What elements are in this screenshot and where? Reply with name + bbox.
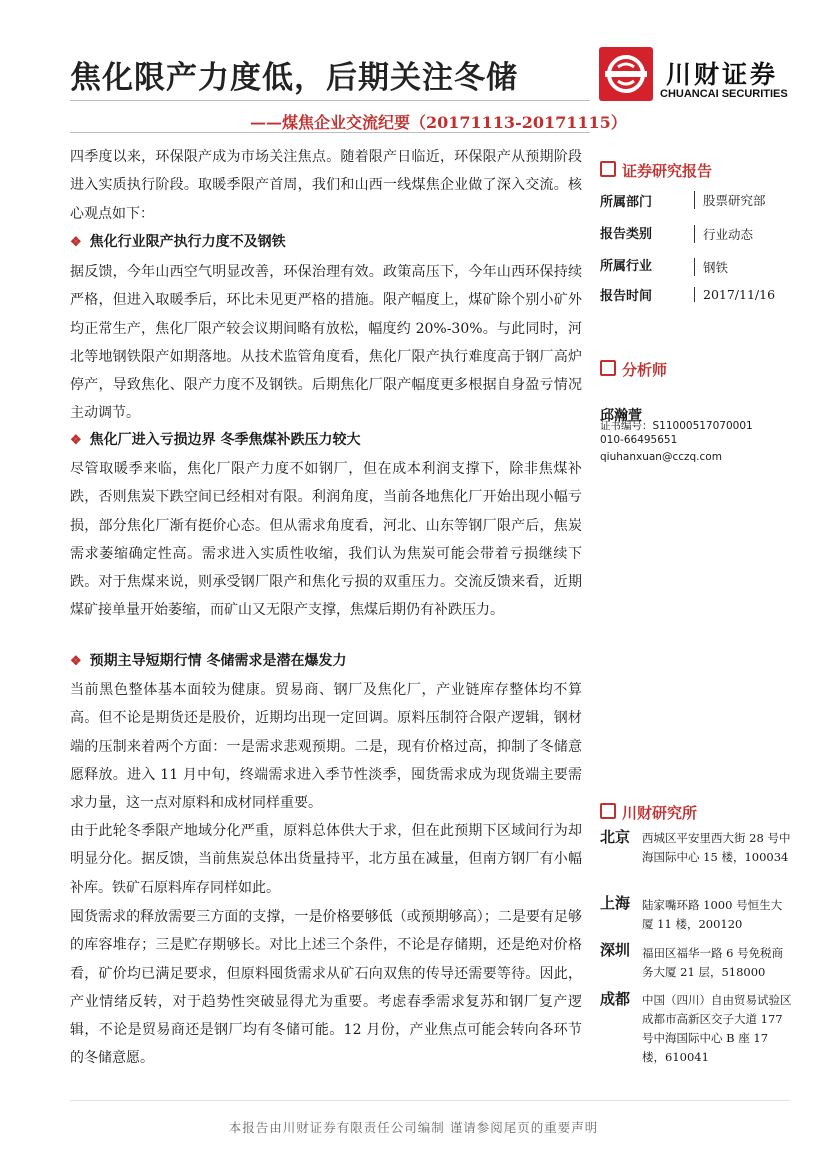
section-2-paragraph: 尽管取暖季来临，焦化厂限产力度不如钢厂，但在成本利润支撑下，除非焦煤补跌，否则焦炭下跌空间已经相对有限。利润角度，当前各地焦化厂开始出现小幅亏损，部分焦化厂渐有挺价心态。但从需求角度看，河北、山东等钢厂限产后，焦炭需求萎缩确定性高。需求进入实质性收缩，我们认为焦炭可能会带着亏损继续下跌。对于焦煤来说，则承受钢厂限产和焦化亏损的双重压力。交流反馈来看，近期煤矿接单量开始萎缩，而矿山又无限产支撑，焦煤后期仍有补跌压力。 bbox=[70, 461, 582, 619]
diamond-bullet-icon: ❖ bbox=[70, 235, 82, 250]
report-title: 焦化限产力度低，后期关注冬储 bbox=[70, 60, 518, 96]
footer-disclaimer: 本报告由川财证券有限责任公司编制 谨请参阅尾页的重要声明 bbox=[228, 1120, 599, 1135]
analyst-email[interactable]: qiuhanxuan@cczq.com bbox=[600, 451, 722, 463]
section-3-paragraph-1: 当前黑色整体基本面较为健康。贸易商、钢厂及焦化厂，产业链库存整体均不算高。但不论是期货还是股价，近期均出现一定回调。原料压制符合限产逻辑，钢材端的压制来着两个方面：一是需求悲观预期。二是，现有价格过高，抑制了冬储意愿释放。进入 11 月中旬，终端需求进入季节性淡季，囤货需求成为现货端主要需求力量，这一点对原料和成材同样重要。 bbox=[70, 682, 582, 812]
office-city-shanghai: 上海 bbox=[600, 894, 631, 912]
title-divider bbox=[70, 100, 590, 101]
office-city-beijing: 北京 bbox=[600, 828, 631, 846]
footer-divider bbox=[70, 1100, 790, 1101]
section-3-paragraph-2: 由于此轮冬季限产地域分化严重，原料总体供大于求，但在此预期下区域间行为却明显分化。据反馈，当前焦炭总体出货量持平，北方虽在减量，但南方钢厂有小幅补库。铁矿石原料库存同样如此。 bbox=[70, 823, 582, 896]
office-address-chengdu: 中国（四川）自由贸易试验区成都市高新区交子大道 177 号中海国际中心 B 座 17 楼，610041 bbox=[642, 993, 792, 1064]
section-heading-2: ❖ 焦化厂进入亏损边界 冬季焦煤补跌压力较大 bbox=[70, 432, 361, 448]
office-address-beijing: 西城区平安里西大街 28 号中海国际中心 15 楼，100034 bbox=[642, 831, 791, 864]
report-subtitle: ——煤焦企业交流纪要（20171113-20171115） bbox=[250, 113, 627, 132]
institute-heading: 川财研究所 bbox=[600, 802, 697, 823]
section-3-paragraph-3: 囤货需求的释放需要三方面的支撑，一是价格要够低（或预期够高）；二是要有足够的库容堆存；三是贮存期够长。对比上述三个条件，不论是存储期，还是绝对价格看，矿价均已满足要求，但原料囤货需求从矿石向双焦的传导还需要等待。因此，产业情绪反转，对于趋势性突破显得尤为重要。考虑春季需求复苏和钢厂复产逻辑，不论是贸易商还是钢厂均有冬储可能。12 月份，产业焦点可能会转向各环节的冬储意愿。 bbox=[70, 909, 582, 1067]
meta-label-department: 所属部门 bbox=[600, 195, 653, 210]
office-city-chengdu: 成都 bbox=[600, 990, 631, 1008]
brand-name-cn: 川财证券 bbox=[666, 60, 779, 89]
office-address-shenzhen: 福田区福华一路 6 号免税商务大厦 21 层，518000 bbox=[642, 946, 784, 979]
meta-value-date: 2017/11/16 bbox=[694, 287, 775, 302]
meta-label-category: 报告类别 bbox=[600, 227, 653, 242]
office-address-shanghai: 陆家嘴环路 1000 号恒生大厦 11 楼，200120 bbox=[642, 898, 783, 931]
institute-icon bbox=[600, 803, 616, 819]
brand-name-en: CHUANCAI SECURITIES bbox=[660, 88, 788, 100]
brand-logo-icon bbox=[599, 47, 653, 101]
meta-label-industry: 所属行业 bbox=[600, 259, 653, 274]
report-icon bbox=[600, 161, 616, 177]
diamond-bullet-icon: ❖ bbox=[70, 654, 82, 669]
meta-value-category: 行业动态 bbox=[694, 225, 753, 243]
intro-paragraph: 四季度以来，环保限产成为市场关注焦点。随着限产日临近，环保限产从预期阶段进入实质执行阶段。取暖季限产首周，我们和山西一线煤焦企业做了深入交流。核心观点如下： bbox=[70, 149, 582, 222]
analyst-name: 邱瀚萱 bbox=[600, 408, 642, 424]
meta-value-industry: 钢铁 bbox=[694, 258, 728, 276]
analyst-heading: 分析师 bbox=[600, 359, 667, 380]
research-report-heading: 证券研究报告 bbox=[600, 160, 712, 181]
section-heading-1: ❖ 焦化行业限产执行力度不及钢铁 bbox=[70, 234, 286, 250]
analyst-icon bbox=[600, 360, 616, 376]
office-city-shenzhen: 深圳 bbox=[600, 941, 631, 959]
meta-label-date: 报告时间 bbox=[600, 289, 653, 304]
subtitle-divider bbox=[70, 132, 590, 133]
meta-value-department: 股票研究部 bbox=[694, 191, 766, 209]
section-heading-3: ❖ 预期主导短期行情 冬储需求是潜在爆发力 bbox=[70, 653, 347, 669]
diamond-bullet-icon: ❖ bbox=[70, 433, 82, 448]
section-1-paragraph: 据反馈，今年山西空气明显改善，环保治理有效。政策高压下，今年山西环保持续严格，但进入取暖季后，环比未见更严格的措施。限产幅度上，煤矿除个别小矿外均正常生产，焦化厂限产较会议期间略有放松，幅度约 20%-30%。与此同时，河北等地钢铁限产如期落地。从技术监管角度看，焦化厂限产执行难度高于钢厂高炉停产，导致焦化、限产力度不及钢铁。后期焦化厂限产幅度更多根据自身盈亏情况主动调节。 bbox=[70, 264, 582, 422]
analyst-phone: 010-66495651 bbox=[600, 434, 678, 446]
analyst-cert: 证书编号：S1100051707000​1 bbox=[600, 420, 753, 432]
